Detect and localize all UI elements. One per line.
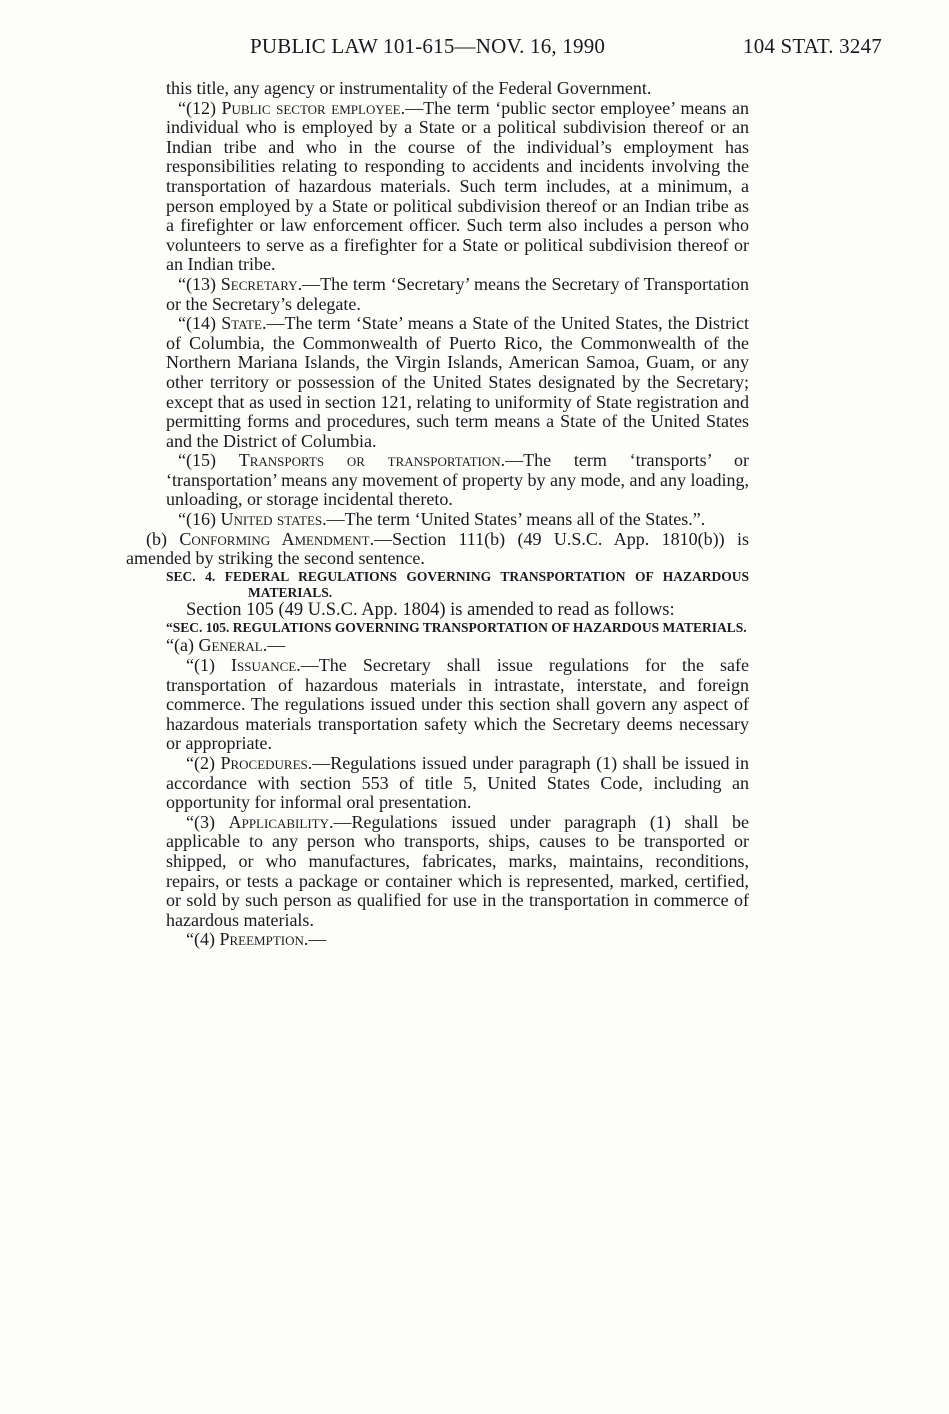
paragraph-12 (166, 99, 749, 275)
section-105-heading: “SEC. 105. REGULATIONS GOVERNING TRANSPORTATION OF HAZARDOUS MATERIALS. (166, 620, 747, 636)
subsection-heading: Conforming Amendment (179, 528, 370, 549)
subsection-text: .—Section 111(b) (49 U.S.C. App. 1810(b)) is amended by striking the second sentence. (126, 528, 749, 569)
paragraph-heading: Public sector employee (221, 97, 401, 118)
paragraph-number: “(12) (178, 97, 216, 118)
paragraph-heading: Preemption (219, 929, 304, 950)
subsection-a (166, 636, 749, 656)
paragraph-2-procedures (166, 754, 749, 813)
continuation-text: this title, any agency or instrumentality of the Federal Government. (166, 78, 652, 98)
paragraph-3-applicability (166, 813, 749, 931)
subsection-b (126, 530, 749, 569)
paragraph-heading: United states (220, 509, 323, 530)
paragraph-4-preemption (166, 930, 749, 950)
paragraph-number: “(2) (186, 753, 215, 773)
paragraph-heading: State (221, 313, 262, 334)
paragraph-15 (166, 451, 749, 510)
paragraph-heading: Applicability (228, 811, 329, 832)
paragraph-text: .—The term ‘State’ means a State of the United States, the District of Columbia, the Commonwealth of Puerto Rico, the Commonwealth of the Northern Mariana Islands, the Virgin Islands, American Samoa, Guam, or any other territory or possession of the United States designated by the Secretary; except that as used in section 121, relating to uniformity of State registration and permitting forms and procedures, such term means a State of the United States and the District of Columbia. (166, 313, 750, 451)
paragraph-text: .—The term ‘United States’ means all of the States.”. (322, 509, 706, 530)
paragraph-14 (166, 314, 749, 451)
paragraph-heading: Secretary (220, 273, 298, 294)
paragraph-number: “(3) (186, 811, 215, 832)
paragraph-heading: Issuance (231, 655, 297, 676)
paragraph-1-issuance (166, 656, 749, 754)
paragraph-16 (166, 510, 749, 530)
subsection-heading: General (198, 635, 263, 656)
paragraph-number: “(13) (178, 273, 216, 294)
subsection-number: (b) (146, 528, 167, 549)
paragraph-text: .—The Secretary shall issue regulations for the safe transportation of hazardous materials in intrastate, interstate, and foreign commerce. The regulations issued under this section shall govern any aspect of hazardous materials transportation safety which the Secretary deems necessary or appropriate. (166, 655, 750, 754)
paragraph-13 (166, 275, 749, 314)
paragraph-number: “(14) (178, 313, 216, 334)
paragraph-number: “(4) (186, 929, 215, 950)
section-4-intro: Section 105 (49 U.S.C. App. 1804) is amended to read as follows: (186, 599, 675, 620)
statute-citation: 104 STAT. 3247 (743, 34, 882, 58)
section-4-heading: SEC. 4. FEDERAL REGULATIONS GOVERNING TRANSPORTATION OF HAZARDOUS MATERIALS. (166, 568, 749, 600)
paragraph-heading: Transports or transportation (238, 450, 501, 471)
subsection-dash: .— (262, 635, 286, 656)
paragraph-number: “(1) (186, 655, 215, 676)
paragraph-number: “(16) (178, 509, 216, 530)
subsection-number: “(a) (166, 635, 194, 656)
paragraph-heading: Procedures (220, 753, 308, 773)
page-header (0, 34, 949, 64)
page-body (126, 78, 750, 950)
page-title: PUBLIC LAW 101-615—NOV. 16, 1990 (250, 34, 606, 58)
paragraph-dash: .— (303, 929, 327, 950)
paragraph-text: .—The term ‘public sector employee’ means an individual who is employed by a State or a political subdivision thereof or an Indian tribe and who in the course of the individual’s employment has responsibilities relating to responding to accidents and incidents involving the transportation of hazardous materials. Such term includes, at a minimum, a person employed by a State or political subdivision thereof or an Indian tribe as a firefighter or law enforcement officer. Such term also includes a person who volunteers to serve as a firefighter for a State or political subdivision thereof or an Indian tribe. (166, 97, 749, 275)
paragraph-text: .—Regulations issued under paragraph (1) shall be applicable to any person who transports, ships, causes to be transported or shipped, or who manufactures, fabricates, marks, maintains, reconditions, repairs, or tests a package or container which is represented, marked, certified, or sold by such person as qualified for use in the transportation in commerce of hazardous materials. (166, 811, 750, 930)
paragraph-text: .—The term ‘Secretary’ means the Secretary of Transportation or the Secretary’s delegate. (166, 273, 749, 314)
paragraph-number: “(15) (178, 450, 216, 471)
paragraph-text: .—The term ‘transports’ or ‘transportation’ means any movement of property by any mode, and any loading, unloading, or storage incidental thereto. (166, 450, 750, 510)
paragraph-text: .—Regulations issued under paragraph (1) shall be issued in accordance with section 553 of title 5, United States Code, including an opportunity for informal oral presentation. (166, 753, 750, 813)
